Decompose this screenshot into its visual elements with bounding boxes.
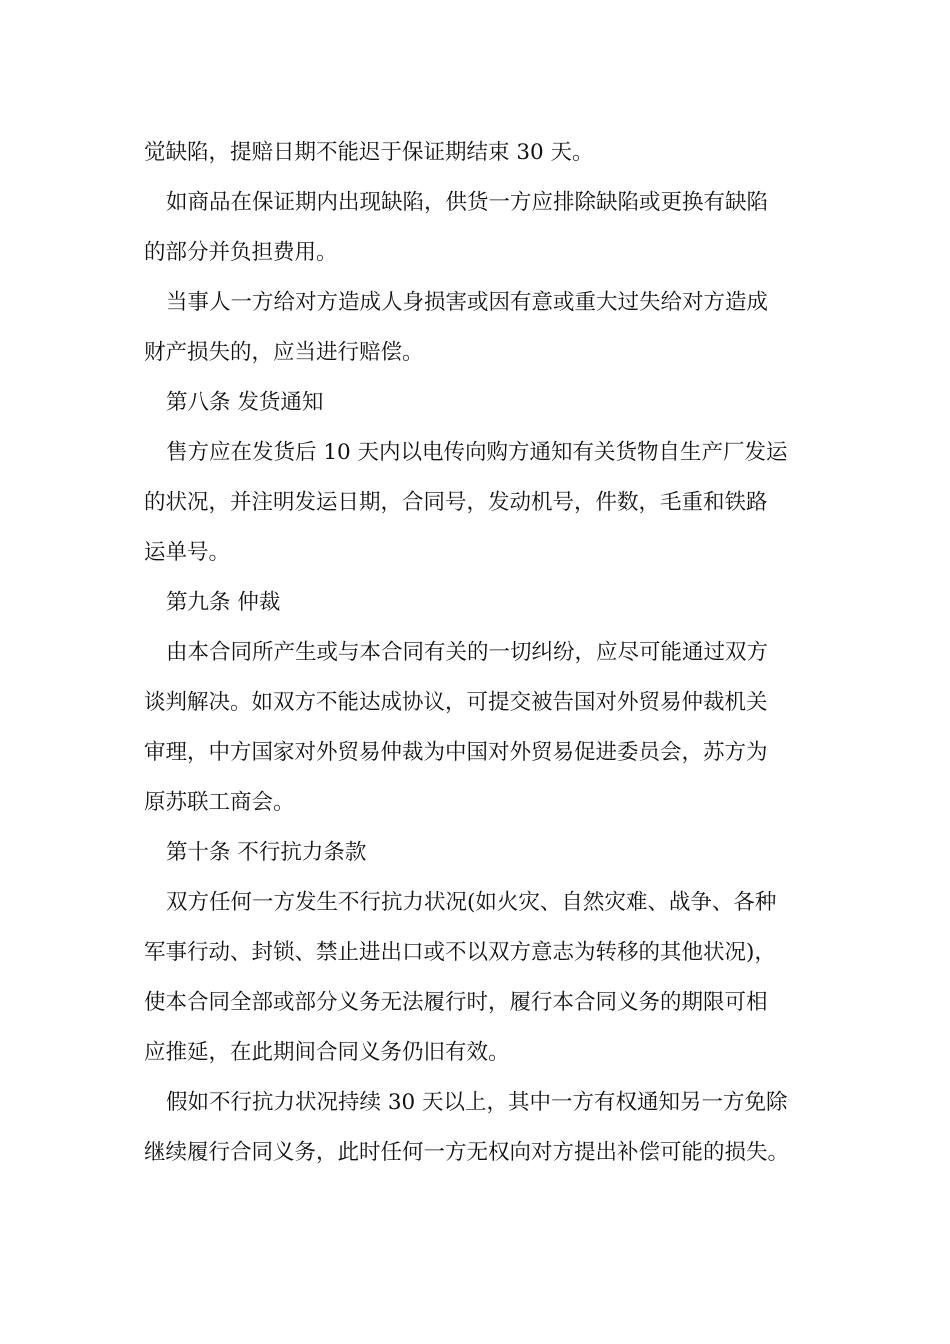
text-line: 原苏联工商会。 xyxy=(144,790,295,815)
paragraph-start-line: 由本合同所产生或与本合同有关的一切纠纷，应尽可能通过双方 xyxy=(166,640,769,665)
paragraph-start-line: 售方应在发货后 10 天内以电传向购方通知有关货物自生产厂发运 xyxy=(166,440,788,465)
paragraph-start-line: 当事人一方给对方造成人身损害或因有意或重大过失给对方造成 xyxy=(166,290,769,315)
text-line: 继续履行合同义务，此时任何一方无权向对方提出补偿可能的损失。 xyxy=(144,1140,790,1165)
paragraph-start-line: 假如不行抗力状况持续 30 天以上，其中一方有权通知另一方免除 xyxy=(166,1090,788,1115)
text-line: 谈判解决。如双方不能达成协议，可提交被告国对外贸易仲裁机关 xyxy=(144,690,768,715)
paragraph-start-line: 双方任何一方发生不行抗力状况(如火灾、自然灾难、战争、各种 xyxy=(166,890,777,915)
text-line: 的部分并负担费用。 xyxy=(144,240,338,265)
text-line: 审理，中方国家对外贸易仲裁为中国对外贸易促进委员会，苏方为 xyxy=(144,740,768,765)
section-heading-article-8: 第八条 发货通知 xyxy=(166,390,324,415)
document-body xyxy=(144,128,834,1178)
paragraph-start-line: 如商品在保证期内出现缺陷，供货一方应排除缺陷或更换有缺陷 xyxy=(166,190,769,215)
text-line: 运单号。 xyxy=(144,540,231,565)
text-line: 军事行动、封锁、禁止进出口或不以双方意志为转移的其他状况)， xyxy=(144,940,776,965)
section-heading-article-9: 第九条 仲裁 xyxy=(166,590,281,615)
text-line: 财产损失的，应当进行赔偿。 xyxy=(144,340,424,365)
section-heading-article-10: 第十条 不行抗力条款 xyxy=(166,840,367,865)
text-line: 的状况，并注明发运日期，合同号，发动机号，件数，毛重和铁路 xyxy=(144,490,768,515)
text-line: 觉缺陷，提赔日期不能迟于保证期结束 30 天。 xyxy=(144,140,594,165)
text-line: 使本合同全部或部分义务无法履行时，履行本合同义务的期限可相 xyxy=(144,990,768,1015)
text-line: 应推延，在此期间合同义务仍旧有效。 xyxy=(144,1040,510,1065)
